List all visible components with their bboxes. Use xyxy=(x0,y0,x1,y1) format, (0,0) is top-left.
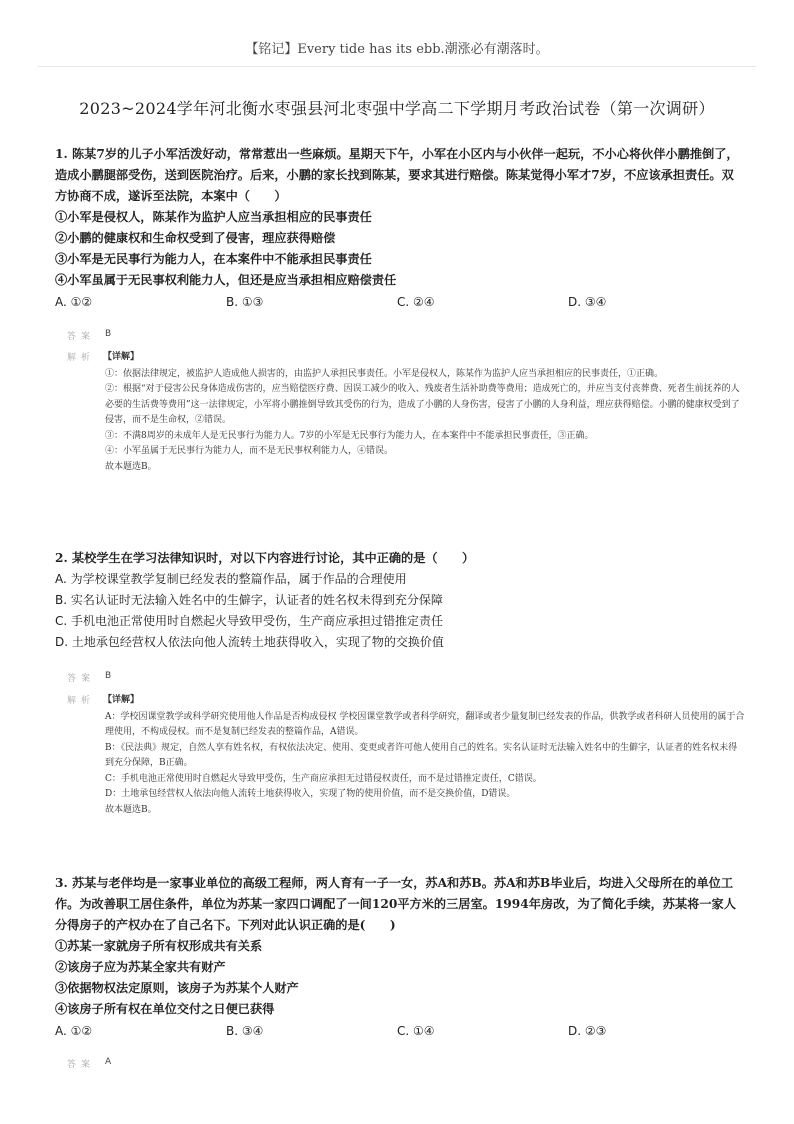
choice-c[interactable]: C. 手机电池正常使用时自燃起火导致甲受伤，生产商应承担过错推定责任 xyxy=(55,614,444,628)
answer-label: 答案 xyxy=(67,332,96,342)
answer-value: A xyxy=(105,1057,112,1067)
statement: ①小军是侵权人，陈某作为监护人应当承担相应的民事责任 xyxy=(55,210,372,224)
answer-label: 答案 xyxy=(67,1060,96,1070)
choice-d[interactable]: D. ②③ xyxy=(568,1024,607,1038)
analysis-line: C：手机电池正常使用时自燃起火导致甲受伤，生产商应承担无过错侵权责任，而不是过错推定责任，C错误。 xyxy=(105,773,542,784)
analysis-label: 解析 xyxy=(67,353,96,363)
analysis-line: 故本题选B。 xyxy=(105,804,157,815)
choice-a[interactable]: A. ①② xyxy=(55,1024,93,1038)
statement: ①苏某一家就房子所有权形成共有关系 xyxy=(55,939,263,953)
analysis-line: A：学校因课堂教学或科学研究使用他人作品是否构成侵权 学校因课堂教学或者科学研究，翻译或者少量复制已经发表的作品，供教学或者科研人员使用的属于合理使用，不构成侵权。而不是复制已经发表的整篇作品，A错误。 xyxy=(105,711,745,737)
analysis-line: ②：根据“对于侵害公民身体造成伤害的，应当赔偿医疗费、因误工减少的收入、残废者生活补助费等费用；造成死亡的，并应当支付丧葬费、死者生前抚养的人必要的生活费等费用”这一法律规定，小军将小鹏推倒导致其受伤的行为，造成了小鹏的人身伤害，侵害了小鹏的人身利益，理应获得赔偿。小鹏的健康权受到了侵害，而不是生命权，②错误。 xyxy=(105,384,740,425)
page-motto: 【铭记】Every tide has its ebb.潮涨必有潮落时。 xyxy=(245,42,549,57)
answer-row xyxy=(55,669,745,687)
question-stem: 3. 苏某与老伴均是一家事业单位的高级工程师，两人育有一子一女，苏A和苏B。苏A和苏B毕业后，均进入父母所在的单位工作。为改善职工居住条件，单位为苏某一家四口调配了一间120平方米的三居室。1994年房改，为了简化手续，苏某将一家人分得房子的产权办在了自己名下。下列对此认识正确的是( ) xyxy=(55,876,736,932)
analysis-heading: 【详解】 xyxy=(103,695,140,705)
header-divider xyxy=(38,66,756,67)
choice-c[interactable]: C. ②④ xyxy=(397,295,435,309)
choice-b[interactable]: B. ③④ xyxy=(226,1024,264,1038)
choice-a[interactable]: A. 为学校课堂教学复制已经发表的整篇作品，属于作品的合理使用 xyxy=(55,572,407,586)
analysis-line: D：土地承包经营权人依法向他人流转土地获得收入，实现了物的使用价值，而不是交换价值，D错误。 xyxy=(105,789,516,799)
choice-b[interactable]: B. ①③ xyxy=(226,295,264,309)
analysis-line: 故本题选B。 xyxy=(105,461,157,472)
choice-c[interactable]: C. ①④ xyxy=(397,1024,435,1038)
question-1 xyxy=(55,144,745,475)
statement: ④小军虽属于无民事权利能力人，但还是应当承担相应赔偿责任 xyxy=(55,273,397,287)
statement: ③依据物权法定原则，该房子为苏某个人财产 xyxy=(55,981,299,995)
choice-b[interactable]: B. 实名认证时无法输入姓名中的生僻字，认证者的姓名权未得到充分保障 xyxy=(55,593,443,607)
question-2 xyxy=(55,548,745,818)
answer-label: 答案 xyxy=(67,674,96,684)
analysis-line: ④：小军虽属于无民事行为能力人，而不是无民事权利能力人，④错误。 xyxy=(105,446,394,456)
choice-d[interactable]: D. 土地承包经营权人依法向他人流转土地获得收入，实现了物的交换价值 xyxy=(55,635,444,649)
analysis-line: B：《民法典》规定，自然人享有姓名权，有权依法决定、使用、变更或者许可他人使用自己的姓名。实名认证时无法输入姓名中的生僻字，认证者的姓名权未得到充分保障，B正确。 xyxy=(105,742,738,768)
answer-value: B xyxy=(105,329,112,339)
choice-row xyxy=(55,1021,745,1041)
question-3 xyxy=(55,873,745,1073)
statement: ④该房子所有权在单位交付之日便已获得 xyxy=(55,1002,275,1016)
statement: ②小鹏的健康权和生命权受到了侵害，理应获得赔偿 xyxy=(55,231,336,245)
analysis-line: ③：不满8周岁的未成年人是无民事行为能力人。7岁的小军是无民事行为能力人，在本案件中不能承担民事责任，③正确。 xyxy=(105,430,594,441)
analysis-heading: 【详解】 xyxy=(103,352,140,362)
choice-row xyxy=(55,292,745,312)
statement: ③小军是无民事行为能力人，在本案件中不能承担民事责任 xyxy=(55,252,372,266)
answer-row xyxy=(55,327,745,345)
question-stem: 1. 陈某7岁的儿子小军活泼好动，常常惹出一些麻烦。星期天下午，小军在小区内与小伙伴一起玩，不小心将伙伴小鹏推倒了，造成小鹏腿部受伤，送到医院治疗。后来，小鹏的家长找到陈某，要求其进行赔偿。陈某觉得小军才7岁，不应该承担责任。双方协商不成，遂诉至法院，本案中（ ） xyxy=(55,147,739,203)
answer-row xyxy=(55,1055,745,1073)
analysis-block xyxy=(55,693,745,818)
analysis-block xyxy=(55,350,745,475)
analysis-line: ①：依据法律规定，被监护人造成他人损害的，由监护人承担民事责任。小军是侵权人，陈某作为监护人应当承担相应的民事责任，①正确。 xyxy=(105,368,664,379)
choice-d[interactable]: D. ③④ xyxy=(568,295,607,309)
analysis-label: 解析 xyxy=(67,696,96,706)
statement: ②该房子应为苏某全家共有财产 xyxy=(55,960,226,974)
page-title: 2023~2024学年河北衡水枣强县河北枣强中学高二下学期月考政治试卷（第一次调研） xyxy=(79,99,715,118)
answer-value: B xyxy=(105,671,112,681)
question-stem: 2. 某校学生在学习法律知识时，对以下内容进行讨论，其中正确的是（ ） xyxy=(55,551,475,565)
choice-a[interactable]: A. ①② xyxy=(55,295,93,309)
